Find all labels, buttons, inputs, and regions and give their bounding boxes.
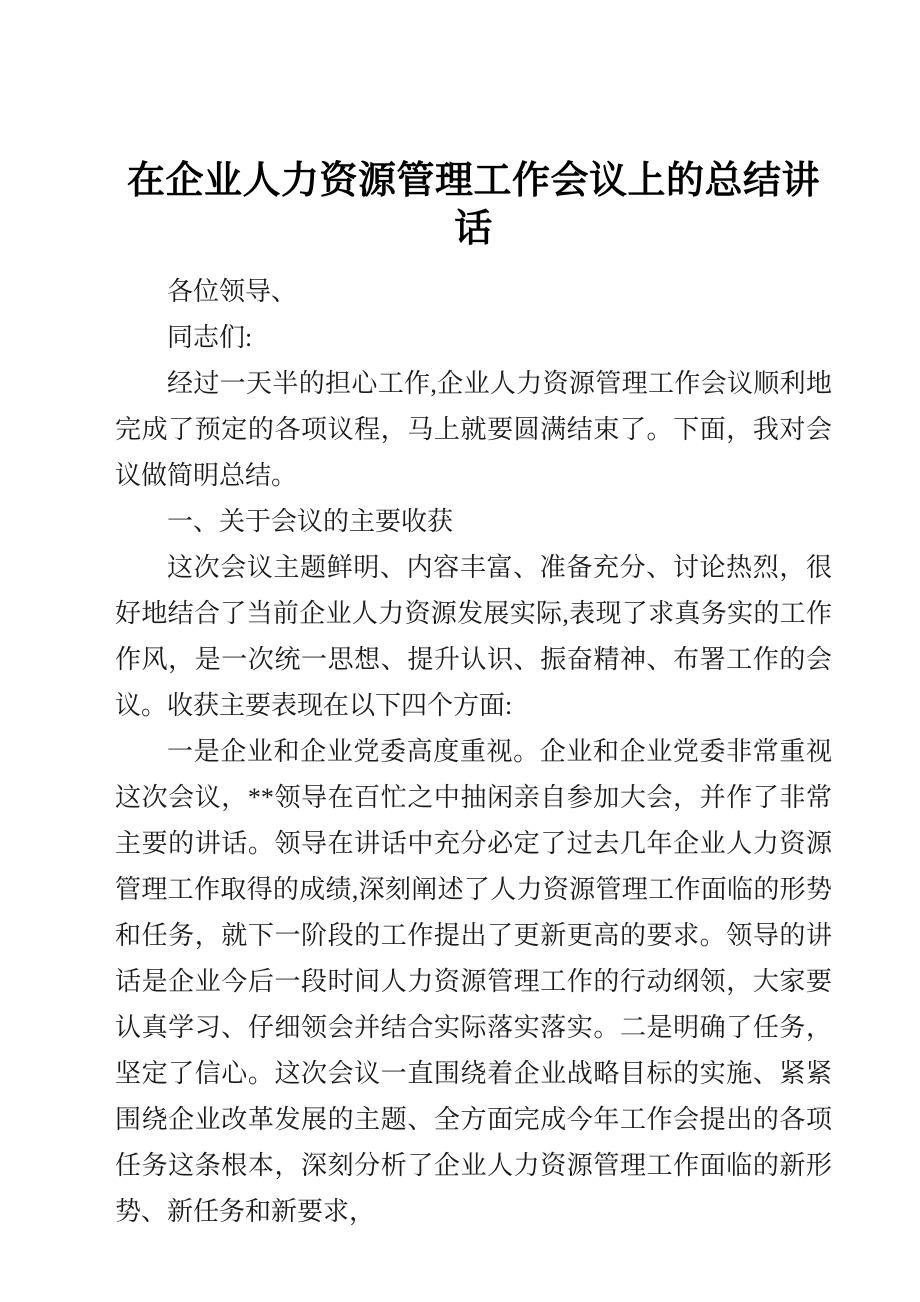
document-title: 在企业人力资源管理工作会议上的总结讲话 xyxy=(126,160,820,250)
section-heading: 一、关于会议的主要收获 xyxy=(167,507,454,536)
body-paragraph: 这次会议主题鲜明、内容丰富、准备充分、讨论热烈，很好地结合了当前企业人力资源发展实际,表现了求真务实的工作作风，是一次统一思想、提升认识、振奋精神、布署工作的会议。收获主要表现在以下四个方面: xyxy=(115,553,832,720)
salutation-line: 各位领导、 xyxy=(167,277,298,306)
salutation-line: 同志们: xyxy=(167,323,253,352)
body-paragraph: 经过一天半的担心工作,企业人力资源管理工作会议顺利地完成了预定的各项议程，马上就要圆满结束了。下面，我对会议做简明总结。 xyxy=(115,369,832,490)
document-body xyxy=(115,269,832,1235)
body-paragraph: 一是企业和企业党委高度重视。企业和企业党委非常重视这次会议，**领导在百忙之中抽闲亲自参加大会，并作了非常主要的讲话。领导在讲话中充分必定了过去几年企业人力资源管理工作取得的成绩,深刻阐述了人力资源管理工作面临的形势和任务，就下一阶段的工作提出了更新更高的要求。领导的讲话是企业今后一段时间人力资源管理工作的行动纲领，大家要认真学习、仔细领会并结合实际落实落实。二是明确了任务，坚定了信心。这次会议一直围绕着企业战略目标的实施、紧紧围绕企业改革发展的主题、全方面完成今年工作会提出的各项任务这条根本，深刻分析了企业人力资源管理工作面临的新形势、新任务和新要求， xyxy=(115,737,832,1226)
